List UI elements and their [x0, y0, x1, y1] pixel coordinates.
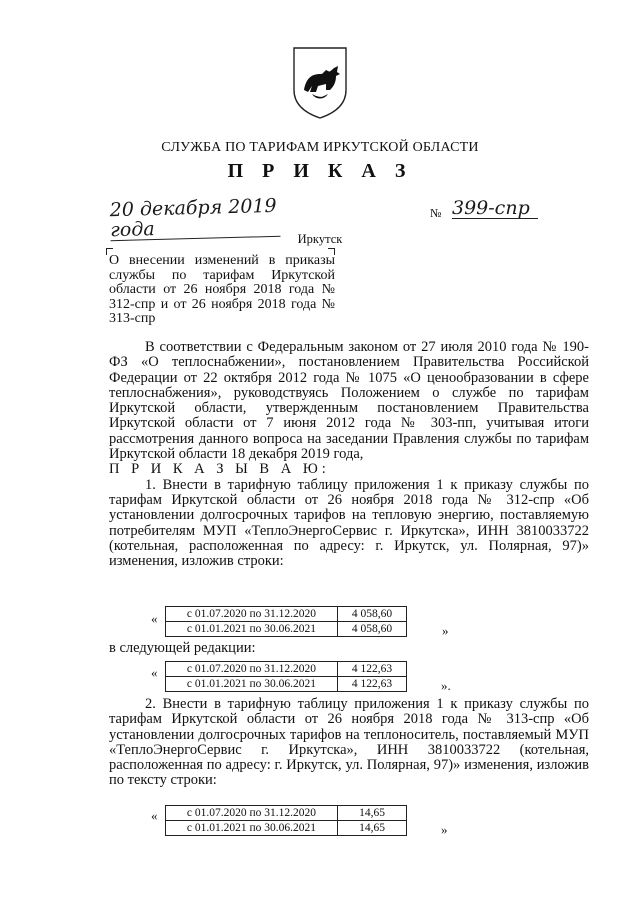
table2-open-quote: « — [151, 665, 158, 680]
preamble-text: В соответствии с Федеральным законом от 27 июля 2010 года № 190-ФЗ «О теплоснабжении», постановлением Правительства Российской Федерации от 22 октября 2012 года № 1075 «О ценообразовании в сфере теплоснабжения», руководствуясь Положением о службе по тарифам Иркутской области, утвержденным постановлением Правительства Иркутской области от 7 июня 2012 года № 303-пп, учитывая итоги рассмотрения данного вопроса на заседании Правления службы по тарифам Иркутской области 18 декабря 2019 года, — [109, 339, 589, 463]
value-cell: 4 122,63 — [338, 677, 407, 692]
preamble-block — [109, 340, 589, 569]
tariff-table-3 — [165, 805, 407, 836]
table3-open-quote: « — [151, 808, 158, 823]
period-cell: с 01.01.2021 по 30.06.2021 — [166, 677, 338, 692]
table-row — [166, 662, 407, 677]
number-label: № — [430, 206, 442, 220]
period-cell: с 01.01.2021 по 30.06.2021 — [166, 622, 338, 637]
city: Иркутск — [297, 232, 343, 246]
tariff-table-2 — [165, 661, 407, 692]
item-2-block — [109, 697, 589, 789]
item-2-text: 2. Внести в тарифную таблицу приложения 1 к приказу службы по тарифам Иркутской области от 26 ноября 2018 года № 313-спр «Об установлении долгосрочных тарифов на теплоноситель, поставляемый МУП «ТеплоЭнергоСервис г. Иркутска», ИНН 3810033722 (котельная, расположенная по адресу: г. Иркутск, ул. Полярная, 97)» изменения, изложив по тексту строки: — [109, 696, 589, 789]
table1-open-quote: « — [151, 611, 158, 626]
period-cell: с 01.07.2020 по 31.12.2020 — [166, 607, 338, 622]
value-cell: 4 058,60 — [338, 607, 407, 622]
period-cell: с 01.07.2020 по 31.12.2020 — [166, 662, 338, 677]
handwritten-number: 399-спр — [452, 198, 538, 219]
item-1-text: 1. Внести в тарифную таблицу приложения 1 к приказу службы по тарифам Иркутской области от 26 ноября 2018 года № 312-спр «Об установлении долгосрочных тарифов на тепловую энергию, поставляемую потребителям МУП «ТеплоЭнергоСервис г. Иркутска», ИНН 3810033722 (котельная, расположенная по адресу: г. Иркутск, ул. Полярная, 97)» изменения, изложив строки: — [109, 476, 589, 570]
table1-close-quote: » — [442, 623, 449, 638]
handwritten-date: 20 декабря 2019 года — [109, 196, 280, 241]
value-cell: 4 058,60 — [338, 622, 407, 637]
period-cell: с 01.07.2020 по 31.12.2020 — [166, 806, 338, 821]
table-row — [166, 821, 407, 836]
table-row — [166, 677, 407, 692]
prikazyvayu-heading: П Р И К А З Ы В А Ю: — [109, 461, 330, 478]
value-cell: 4 122,63 — [338, 662, 407, 677]
tariff-table-1 — [165, 606, 407, 637]
table3-close-quote: » — [441, 822, 448, 837]
value-cell: 14,65 — [338, 821, 407, 836]
table-row — [166, 607, 407, 622]
subject-text: О внесении изменений в приказы службы по тарифам Иркутской области от 26 ноября 2018 года № 312-спр и от 26 ноября 2018 года № 313-спр — [109, 253, 335, 326]
document-title: П Р И К А З — [227, 160, 413, 182]
table-row — [166, 622, 407, 637]
organization-name: СЛУЖБА ПО ТАРИФАМ ИРКУТСКОЙ ОБЛАСТИ — [161, 140, 479, 155]
value-cell: 14,65 — [338, 806, 407, 821]
coat-of-arms-icon — [290, 44, 350, 120]
period-cell: с 01.01.2021 по 30.06.2021 — [166, 821, 338, 836]
table2-close-quote: ». — [441, 678, 451, 693]
table-row — [166, 806, 407, 821]
next-edition-text: в следующей редакции: — [109, 640, 256, 656]
